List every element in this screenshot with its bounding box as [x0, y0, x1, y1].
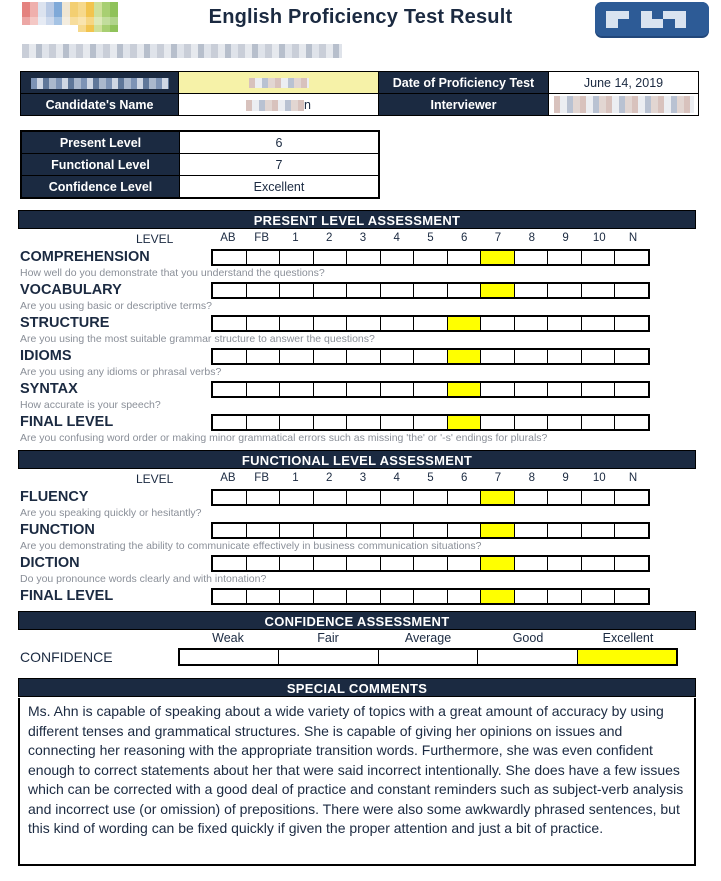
assessment-scale-cell[interactable] — [448, 524, 482, 537]
assessment-scale-cell[interactable] — [615, 251, 648, 264]
assessment-scale-cell[interactable] — [582, 524, 616, 537]
functional-assessment-header: FUNCTIONAL LEVEL ASSESSMENT — [18, 450, 696, 469]
scale-tick-label: 6 — [461, 472, 468, 484]
assessment-scale-cell[interactable] — [314, 590, 348, 603]
assessment-scale-cell[interactable] — [280, 491, 314, 504]
assessment-scale-cells[interactable] — [211, 381, 650, 398]
assessment-scale-cell[interactable] — [481, 524, 515, 537]
assessment-row — [0, 347, 721, 366]
functional-assessment-grid — [0, 472, 721, 609]
assessment-scale-cell[interactable] — [548, 350, 582, 363]
assessment-scale-cell[interactable] — [213, 416, 247, 429]
assessment-scale-cell[interactable] — [381, 284, 415, 297]
assessment-scale-cell[interactable] — [347, 284, 381, 297]
confidence-tick-label: Excellent — [602, 631, 654, 645]
assessment-scale-cell[interactable] — [280, 590, 314, 603]
assessment-scale-cell[interactable] — [247, 251, 281, 264]
assessment-scale-cell[interactable] — [414, 590, 448, 603]
assessment-scale-cells[interactable] — [211, 315, 650, 332]
assessment-scale-cell[interactable] — [414, 524, 448, 537]
assessment-scale-cell[interactable] — [280, 557, 314, 570]
assessment-scale-cell[interactable] — [515, 557, 549, 570]
assessment-row-label: COMPREHENSION — [20, 249, 150, 265]
assessment-scale-cell[interactable] — [247, 383, 281, 396]
assessment-row-question: Are you using the most suitable grammar structure to answer the questions? — [20, 333, 375, 345]
scale-tick-label: 8 — [528, 232, 535, 244]
assessment-row — [0, 314, 721, 333]
table-row — [21, 176, 379, 199]
scale-tick-label: 2 — [325, 232, 333, 244]
assessment-scale-cell[interactable] — [481, 284, 515, 297]
scale-ticks — [211, 232, 650, 244]
redacted-subtitle — [22, 44, 342, 58]
assessment-scale-cell[interactable] — [481, 491, 515, 504]
scale-tick-label: 7 — [494, 232, 502, 244]
assessment-scale-cell[interactable] — [347, 251, 381, 264]
scale-tick-label: 10 — [592, 232, 606, 244]
confidence-scale-cell[interactable] — [578, 650, 676, 664]
confidence-scale-header — [0, 631, 721, 646]
special-comments-header: SPECIAL COMMENTS — [18, 678, 696, 697]
assessment-scale-cell[interactable] — [414, 251, 448, 264]
confidence-tick-label: Weak — [212, 631, 244, 645]
confidence-level-label: Confidence Level — [21, 176, 180, 199]
assessment-scale-cell[interactable] — [347, 557, 381, 570]
confidence-level-value[interactable]: Excellent — [180, 176, 380, 199]
confidence-tick-label: Fair — [317, 631, 339, 645]
scale-tick-label: 8 — [528, 472, 535, 484]
redacted-org-value — [249, 78, 309, 88]
assessment-scale-cell[interactable] — [213, 524, 247, 537]
redacted-candidate-name — [246, 100, 304, 111]
assessment-scale-cells[interactable] — [211, 249, 650, 266]
assessment-scale-cell[interactable] — [314, 416, 348, 429]
confidence-row — [0, 646, 721, 668]
assessment-scale-cell[interactable] — [213, 557, 247, 570]
assessment-scale-cell[interactable] — [280, 284, 314, 297]
org-value-cell — [179, 72, 379, 94]
assessment-scale-cell[interactable] — [515, 416, 549, 429]
scale-tick-label: 9 — [562, 472, 569, 484]
assessment-scale-cells[interactable] — [211, 522, 650, 539]
assessment-scale-cell[interactable] — [582, 251, 616, 264]
assessment-scale-cell[interactable] — [481, 557, 515, 570]
assessment-scale-cell[interactable] — [247, 524, 281, 537]
date-value-cell[interactable]: June 14, 2019 — [549, 72, 699, 94]
assessment-scale-cell[interactable] — [481, 383, 515, 396]
confidence-tick-label: Good — [512, 631, 544, 645]
date-label-cell: Date of Proficiency Test — [379, 72, 549, 94]
assessment-scale-cell[interactable] — [280, 350, 314, 363]
assessment-row-question: Are you demonstrating the ability to communicate effectively in business communication situations? — [20, 540, 482, 552]
level-word-label: LEVEL — [136, 472, 174, 486]
assessment-scale-cell[interactable] — [515, 350, 549, 363]
assessment-scale-cell[interactable] — [615, 284, 648, 297]
candidate-label-cell: Candidate's Name — [21, 94, 179, 116]
assessment-scale-cell[interactable] — [381, 557, 415, 570]
present-level-value[interactable]: 6 — [180, 131, 380, 154]
assessment-scale-cell[interactable] — [582, 416, 616, 429]
badge-logo-icon — [595, 2, 709, 36]
assessment-scale-cell[interactable] — [314, 284, 348, 297]
assessment-scale-cell[interactable] — [548, 383, 582, 396]
assessment-row-question: Are you confusing word order or making minor grammatical errors such as missing 'the' or '-s' endings for plurals? — [20, 432, 548, 444]
assessment-scale-cell[interactable] — [381, 251, 415, 264]
assessment-scale-cell[interactable] — [582, 383, 616, 396]
confidence-scale-cell[interactable] — [279, 650, 378, 664]
assessment-scale-cell[interactable] — [448, 491, 482, 504]
assessment-scale-cell[interactable] — [213, 383, 247, 396]
assessment-scale-cell[interactable] — [582, 557, 616, 570]
assessment-scale-cell[interactable] — [515, 383, 549, 396]
redacted-org-label — [31, 78, 169, 89]
assessment-scale-cell[interactable] — [414, 383, 448, 396]
assessment-scale-cell[interactable] — [515, 317, 549, 330]
scale-tick-label: FB — [254, 472, 269, 484]
confidence-assessment-header: CONFIDENCE ASSESSMENT — [18, 611, 696, 630]
assessment-scale-cell[interactable] — [615, 491, 648, 504]
interviewer-value-cell[interactable] — [549, 94, 699, 116]
assessment-scale-cell[interactable] — [280, 317, 314, 330]
assessment-scale-cell[interactable] — [515, 590, 549, 603]
assessment-scale-cell[interactable] — [280, 251, 314, 264]
assessment-row-label: SYNTAX — [20, 381, 78, 397]
assessment-scale-cell[interactable] — [213, 317, 247, 330]
assessment-scale-cell[interactable] — [615, 416, 648, 429]
assessment-scale-cell[interactable] — [481, 416, 515, 429]
assessment-scale-cell[interactable] — [381, 317, 415, 330]
confidence-assessment-grid — [0, 631, 721, 668]
scale-tick-label: 3 — [359, 472, 367, 484]
assessment-row-label: FINAL LEVEL — [20, 588, 114, 604]
row-spacer — [0, 606, 721, 609]
scale-tick-label: 4 — [393, 232, 400, 244]
assessment-row-question: Do you pronounce words clearly and with intonation? — [20, 573, 267, 585]
scale-column-header — [0, 232, 721, 247]
assessment-scale-cell[interactable] — [347, 350, 381, 363]
assessment-scale-cell[interactable] — [615, 524, 648, 537]
assessment-scale-cell[interactable] — [381, 383, 415, 396]
assessment-scale-cell[interactable] — [347, 383, 381, 396]
present-assessment-grid — [0, 232, 721, 445]
assessment-scale-cell[interactable] — [247, 590, 281, 603]
assessment-row-question: How well do you demonstrate that you understand the questions? — [20, 267, 325, 279]
scale-tick-label: 1 — [292, 472, 299, 484]
assessment-row — [0, 587, 721, 606]
assessment-scale-cells[interactable] — [211, 348, 650, 365]
functional-level-value[interactable]: 7 — [180, 154, 380, 176]
assessment-scale-cell[interactable] — [615, 383, 648, 396]
special-comments-body[interactable]: Ms. Ahn is capable of speaking about a wide variety of topics with a great amount of accuracy by using different tenses and grammatical structures. She is capable of giving her opinions on issues and connecting her reasoning with the appropriate transition words. Furthermore, she was even confident enough to correct statements about her that were said incorrect intentionally. She does have a few issues which can be corrected with a good deal of practice and constant reminders such as subject-verb analysis and incorrect use (or omission) of prepositions. There were also some awkwardly phrased sentences, but this kind of wording can be fixed quickly if given the proper attention and just a bit of practice. — [18, 698, 696, 866]
page-title: English Proficiency Test Result — [208, 6, 513, 28]
assessment-scale-cell[interactable] — [582, 284, 616, 297]
assessment-scale-cell[interactable] — [582, 590, 616, 603]
assessment-scale-cell[interactable] — [314, 317, 348, 330]
assessment-scale-cells[interactable] — [211, 414, 650, 431]
assessment-scale-cell[interactable] — [347, 491, 381, 504]
confidence-tick-label: Average — [404, 631, 452, 645]
assessment-scale-cell[interactable] — [280, 416, 314, 429]
scale-tick-label: 10 — [592, 472, 606, 484]
assessment-scale-cell[interactable] — [582, 491, 616, 504]
assessment-scale-cells[interactable] — [211, 588, 650, 605]
assessment-scale-cell[interactable] — [515, 524, 549, 537]
assessment-scale-cell[interactable] — [280, 383, 314, 396]
table-row — [21, 94, 699, 116]
scale-tick-label: 1 — [292, 232, 299, 244]
assessment-scale-cell[interactable] — [247, 284, 281, 297]
assessment-scale-cell[interactable] — [247, 491, 281, 504]
assessment-scale-cell[interactable] — [481, 590, 515, 603]
assessment-scale-cell[interactable] — [414, 350, 448, 363]
confidence-row-label: CONFIDENCE — [20, 649, 113, 665]
assessment-scale-cell[interactable] — [615, 590, 648, 603]
scale-tick-label: AB — [220, 472, 236, 484]
scale-tick-label: 6 — [461, 232, 468, 244]
assessment-row-label: IDIOMS — [20, 348, 72, 364]
assessment-scale-cell[interactable] — [213, 284, 247, 297]
assessment-scale-cells[interactable] — [211, 555, 650, 572]
assessment-scale-cell[interactable] — [414, 284, 448, 297]
interviewer-label-cell: Interviewer — [379, 94, 549, 116]
levels-summary-table — [20, 130, 380, 199]
assessment-scale-cell[interactable] — [347, 416, 381, 429]
assessment-row-question: How accurate is your speech? — [20, 399, 161, 411]
scale-tick-label: AB — [220, 232, 236, 244]
assessment-scale-cell[interactable] — [448, 557, 482, 570]
assessment-scale-cell[interactable] — [481, 350, 515, 363]
scale-tick-label: 4 — [393, 472, 400, 484]
org-label-cell — [21, 72, 179, 94]
assessment-row — [0, 488, 721, 507]
assessment-scale-cell[interactable] — [213, 590, 247, 603]
scale-tick-label: 2 — [325, 472, 333, 484]
assessment-scale-cell[interactable] — [615, 317, 648, 330]
assessment-scale-cell[interactable] — [381, 491, 415, 504]
scale-tick-label: FB — [254, 232, 269, 244]
candidate-value-cell[interactable]: n — [179, 94, 379, 116]
assessment-row — [0, 281, 721, 300]
functional-level-label: Functional Level — [21, 154, 180, 176]
assessment-scale-cell[interactable] — [615, 350, 648, 363]
document-header — [0, 0, 721, 42]
confidence-ticks — [178, 631, 678, 645]
assessment-scale-cell[interactable] — [481, 251, 515, 264]
present-assessment-header: PRESENT LEVEL ASSESSMENT — [18, 210, 696, 229]
level-word-label: LEVEL — [136, 232, 174, 246]
assessment-row — [0, 413, 721, 432]
assessment-scale-cell[interactable] — [548, 557, 582, 570]
scale-tick-label: N — [628, 232, 638, 244]
assessment-scale-cell[interactable] — [247, 557, 281, 570]
confidence-scale-cell[interactable] — [478, 650, 577, 664]
assessment-row — [0, 248, 721, 267]
assessment-scale-cell[interactable] — [515, 284, 549, 297]
assessment-row-question: Are you using any idioms or phrasal verbs? — [20, 366, 222, 378]
assessment-scale-cell[interactable] — [314, 251, 348, 264]
assessment-scale-cells[interactable] — [211, 489, 650, 506]
assessment-row-label: STRUCTURE — [20, 315, 110, 331]
assessment-scale-cell[interactable] — [448, 416, 482, 429]
scale-tick-label: 7 — [494, 472, 502, 484]
assessment-scale-cell[interactable] — [414, 317, 448, 330]
assessment-scale-cell[interactable] — [347, 590, 381, 603]
confidence-scale-cell[interactable] — [379, 650, 478, 664]
assessment-scale-cell[interactable] — [548, 317, 582, 330]
assessment-scale-cell[interactable] — [582, 350, 616, 363]
confidence-scale-cells[interactable] — [178, 648, 678, 666]
assessment-scale-cell[interactable] — [414, 416, 448, 429]
assessment-scale-cell[interactable] — [582, 317, 616, 330]
assessment-row — [0, 554, 721, 573]
assessment-row — [0, 521, 721, 540]
assessment-scale-cell[interactable] — [548, 491, 582, 504]
assessment-row — [0, 380, 721, 399]
assessment-scale-cell[interactable] — [213, 491, 247, 504]
assessment-scale-cell[interactable] — [448, 383, 482, 396]
assessment-scale-cell[interactable] — [213, 251, 247, 264]
assessment-scale-cell[interactable] — [548, 284, 582, 297]
candidate-info-table — [20, 71, 699, 116]
assessment-scale-cell[interactable] — [548, 251, 582, 264]
scale-ticks — [211, 472, 650, 484]
assessment-row-label: VOCABULARY — [20, 282, 122, 298]
assessment-row-label: FUNCTION — [20, 522, 95, 538]
table-row — [21, 72, 699, 94]
assessment-scale-cell[interactable] — [347, 317, 381, 330]
assessment-scale-cell[interactable] — [314, 491, 348, 504]
assessment-scale-cell[interactable] — [448, 350, 482, 363]
assessment-scale-cell[interactable] — [548, 416, 582, 429]
scale-tick-label: 5 — [427, 232, 434, 244]
assessment-scale-cells[interactable] — [211, 282, 650, 299]
assessment-scale-cell[interactable] — [314, 383, 348, 396]
assessment-row-question: Are you speaking quickly or hesitantly? — [20, 507, 202, 519]
assessment-scale-cell[interactable] — [280, 524, 314, 537]
assessment-scale-cell[interactable] — [414, 557, 448, 570]
scale-tick-label: 3 — [359, 232, 367, 244]
scale-tick-label: N — [628, 472, 638, 484]
assessment-scale-cell[interactable] — [548, 524, 582, 537]
assessment-scale-cell[interactable] — [381, 590, 415, 603]
assessment-scale-cell[interactable] — [414, 491, 448, 504]
assessment-row-label: DICTION — [20, 555, 80, 571]
assessment-scale-cell[interactable] — [381, 524, 415, 537]
assessment-scale-cell[interactable] — [247, 317, 281, 330]
assessment-row-question: Are you using basic or descriptive terms? — [20, 300, 212, 312]
assessment-scale-cell[interactable] — [381, 350, 415, 363]
assessment-scale-cell[interactable] — [448, 251, 482, 264]
assessment-scale-cell[interactable] — [515, 251, 549, 264]
present-level-label: Present Level — [21, 131, 180, 154]
confidence-scale-cell[interactable] — [180, 650, 279, 664]
assessment-scale-cell[interactable] — [448, 590, 482, 603]
assessment-row-label: FLUENCY — [20, 489, 89, 505]
assessment-scale-cell[interactable] — [347, 524, 381, 537]
redacted-interviewer-name — [554, 96, 694, 113]
assessment-scale-cell[interactable] — [213, 350, 247, 363]
assessment-scale-cell[interactable] — [448, 284, 482, 297]
assessment-scale-cell[interactable] — [548, 590, 582, 603]
assessment-scale-cell[interactable] — [314, 557, 348, 570]
assessment-scale-cell[interactable] — [247, 350, 281, 363]
scale-column-header — [0, 472, 721, 487]
assessment-scale-cell[interactable] — [247, 416, 281, 429]
assessment-scale-cell[interactable] — [448, 317, 482, 330]
scale-tick-label: 9 — [562, 232, 569, 244]
table-row — [21, 154, 379, 176]
table-row — [21, 131, 379, 154]
assessment-scale-cell[interactable] — [314, 524, 348, 537]
assessment-scale-cell[interactable] — [481, 317, 515, 330]
assessment-scale-cell[interactable] — [314, 350, 348, 363]
assessment-scale-cell[interactable] — [615, 557, 648, 570]
assessment-row-label: FINAL LEVEL — [20, 414, 114, 430]
scale-tick-label: 5 — [427, 472, 434, 484]
assessment-scale-cell[interactable] — [381, 416, 415, 429]
assessment-scale-cell[interactable] — [515, 491, 549, 504]
